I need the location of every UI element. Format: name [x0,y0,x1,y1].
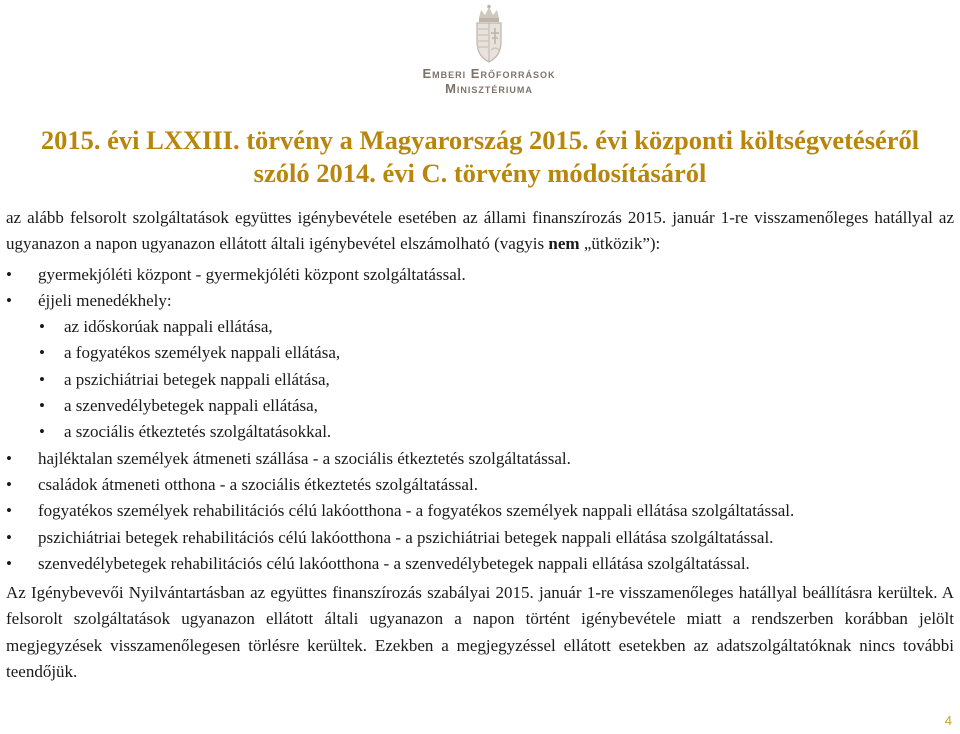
sub-list-item-text: az időskorúak nappali ellátása, [64,317,273,337]
bullet-icon: • [6,264,12,284]
list-item-text: családok átmeneti otthona - a szociális étkeztetés szolgáltatással. [38,474,478,494]
title-line2: szóló 2014. évi C. törvény módosításáról [253,158,707,188]
list-item-text: szenvedélybetegek rehabilitációs célú lakóotthona - a szenvedélybetegek nappali ellátása szolgáltatással. [38,553,750,573]
list-item-text: hajléktalan személyek átmeneti szállása - a szociális étkeztetés szolgáltatással. [38,448,571,468]
sub-list-item [6,340,954,366]
sub-list-item-text: a szociális étkeztetés szolgáltatásokkal. [64,422,332,442]
list-item [6,446,954,472]
bullet-icon: • [6,448,12,468]
list-item [6,262,954,288]
sub-list-item [6,367,954,393]
list-item-text: éjjeli menedékhely: [38,290,172,310]
ministry-logo [409,4,569,104]
list-item [6,498,954,524]
list-item [6,525,954,551]
bullet-icon: • [6,553,12,573]
closing-paragraph: Az Igénybevevői Nyilvántartásban az együttes finanszírozás szabályai 2015. január 1-re visszamenőleges hatállyal beállításra kerültek. A felsorolt szolgáltatások ugyanazon ellátott általi ugyanazon a napon történt igénybevétele miatt a rendszerben korábban jelölt megjegyzések visszamenőlegesen törlésre kerültek. Ezekben a megjegyzéssel ellátott esetekben az adatszolgáltatóknak nincs további teendőjük. [6,583,954,682]
intro-bold-word: nem [548,234,580,254]
list-item-text: gyermekjóléti központ - gyermekjóléti központ szolgáltatással. [38,264,466,284]
bullet-icon: • [6,474,12,494]
intro-tail: „ütközik”): [579,234,661,254]
bullet-icon: • [39,343,45,363]
bullet-icon: • [39,369,45,389]
bullet-icon: • [6,290,12,310]
sub-list-item-text: a pszichiátriai betegek nappali ellátása, [64,369,330,389]
document-body [6,205,954,685]
list-item [6,551,954,577]
title-line1: 2015. évi LXXIII. törvény a Magyarország 2015. évi központi költségvetéséről [40,125,920,155]
list-item [6,288,954,314]
list-item [6,472,954,498]
sub-list-item-text: a fogyatékos személyek nappali ellátása, [64,343,341,363]
bullet-icon: • [39,317,45,337]
sub-list-item [6,393,954,419]
bullet-icon: • [39,396,45,416]
page-title [0,124,960,190]
bullet-icon: • [39,422,45,442]
bullet-icon: • [6,501,12,521]
sub-list-item-text: a szenvedélybetegek nappali ellátása, [64,396,318,416]
page-number: 4 [944,713,952,728]
bullet-icon: • [6,527,12,547]
service-list [6,262,954,578]
intro-text: az alább felsorolt szolgáltatások együttes igénybevétele esetében az állami finanszírozás 2015. január 1-re visszamenőleges hatállyal az ugyanazon a napon ugyanazon ellátott általi igénybevétel elszámolható (vagyis [6,208,954,254]
sub-list-item [6,314,954,340]
list-item-text: pszichiátriai betegek rehabilitációs célú lakóotthona - a pszichiátriai betegek nappali ellátása szolgáltatással. [38,527,774,547]
sub-list-item [6,419,954,445]
logo-text-line1: Emberi Erőforrások [422,66,556,81]
logo-text-line2: Minisztériuma [445,81,533,96]
intro-paragraph [6,205,954,258]
hungarian-coat-of-arms-icon [469,4,509,66]
list-item-text: fogyatékos személyek rehabilitációs célú lakóotthona - a fogyatékos személyek nappali ellátása szolgáltatással. [38,501,795,521]
